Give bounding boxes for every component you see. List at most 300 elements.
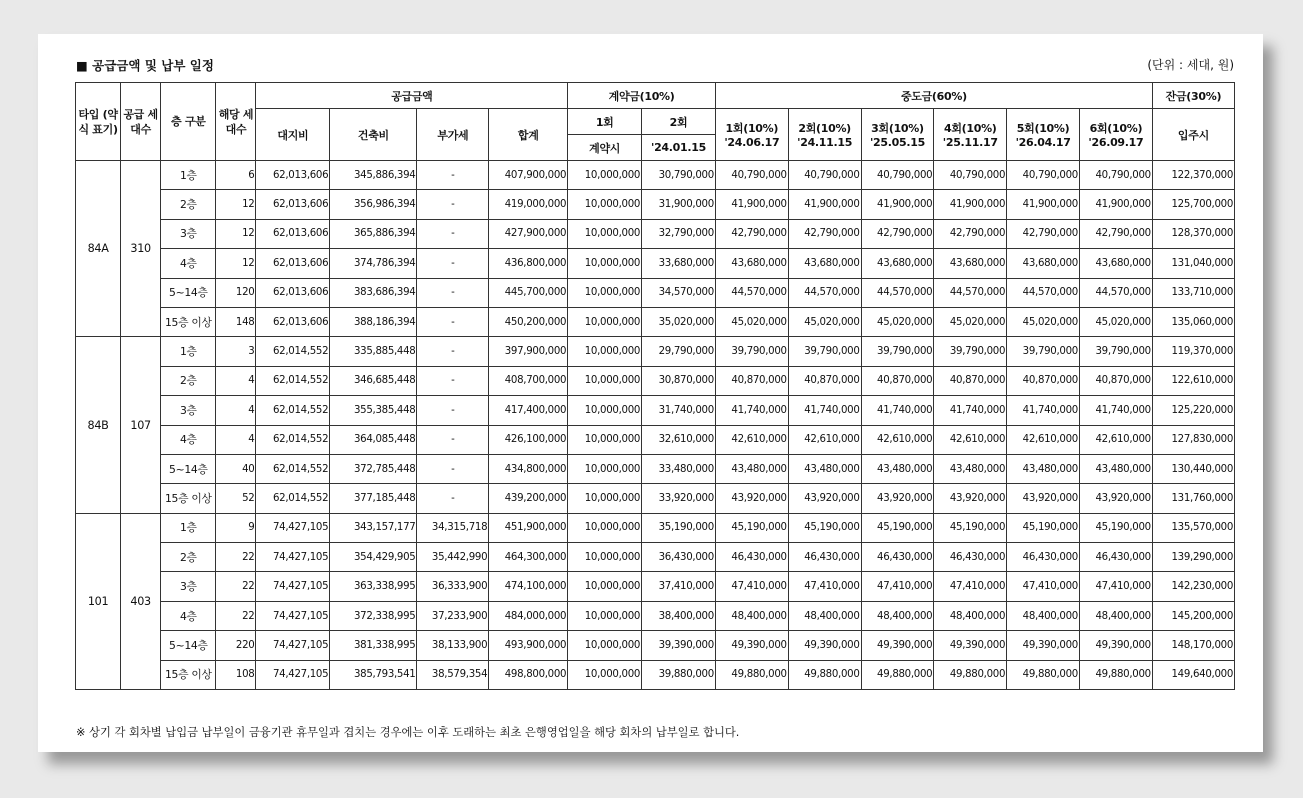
middle-3-cell: 45,190,000 (861, 513, 934, 542)
middle-2-cell: 43,480,000 (788, 454, 861, 483)
balance-cell: 131,040,000 (1152, 249, 1234, 278)
balance-cell: 135,570,000 (1152, 513, 1234, 542)
vat-cell: - (417, 425, 489, 454)
total-cell: 451,900,000 (489, 513, 568, 542)
middle-5-cell: 47,410,000 (1007, 572, 1080, 601)
table-row (76, 337, 1235, 366)
building-cell: 377,185,448 (330, 484, 417, 513)
contract-1-cell: 10,000,000 (568, 366, 642, 395)
middle-3-cell: 42,610,000 (861, 425, 934, 454)
contract-1-cell: 10,000,000 (568, 337, 642, 366)
land-cell: 74,427,105 (256, 660, 330, 689)
middle-4-cell: 45,020,000 (934, 307, 1007, 336)
header-floor: 층 구분 (161, 83, 216, 161)
middle-3-cell: 46,430,000 (861, 543, 934, 572)
middle-2-cell: 45,190,000 (788, 513, 861, 542)
supply-units-cell: 403 (121, 513, 161, 689)
units-cell: 4 (216, 396, 256, 425)
middle-5-cell: 49,880,000 (1007, 660, 1080, 689)
middle-3-cell: 45,020,000 (861, 307, 934, 336)
middle-5-date: '26.04.17 (1015, 136, 1071, 149)
units-cell: 120 (216, 278, 256, 307)
middle-1-cell: 42,610,000 (715, 425, 788, 454)
contract-1-cell: 10,000,000 (568, 190, 642, 219)
middle-4-cell: 43,920,000 (934, 484, 1007, 513)
middle-5-cell: 46,430,000 (1007, 543, 1080, 572)
middle-6-cell: 48,400,000 (1079, 601, 1152, 630)
middle-2-cell: 42,790,000 (788, 219, 861, 248)
contract-2-cell: 33,680,000 (642, 249, 716, 278)
building-cell: 372,785,448 (330, 454, 417, 483)
units-cell: 3 (216, 337, 256, 366)
middle-3-cell: 40,870,000 (861, 366, 934, 395)
vat-cell: - (417, 249, 489, 278)
units-cell: 12 (216, 190, 256, 219)
header-contract-1: 1회 (568, 109, 642, 135)
middle-4-cell: 48,400,000 (934, 601, 1007, 630)
vat-cell: - (417, 337, 489, 366)
total-cell: 397,900,000 (489, 337, 568, 366)
middle-1-cell: 45,190,000 (715, 513, 788, 542)
building-cell: 343,157,177 (330, 513, 417, 542)
contract-2-cell: 31,740,000 (642, 396, 716, 425)
table-row (76, 278, 1235, 307)
land-cell: 62,014,552 (256, 396, 330, 425)
building-cell: 363,338,995 (330, 572, 417, 601)
units-cell: 6 (216, 161, 256, 190)
floor-cell: 3층 (161, 572, 216, 601)
vat-cell: 34,315,718 (417, 513, 489, 542)
table-head (76, 83, 1235, 161)
balance-cell: 135,060,000 (1152, 307, 1234, 336)
building-cell: 345,886,394 (330, 161, 417, 190)
units-cell: 22 (216, 572, 256, 601)
header-supply-amount: 공급금액 (256, 83, 568, 109)
land-cell: 62,014,552 (256, 337, 330, 366)
vat-cell: - (417, 396, 489, 425)
middle-2-label: 2회(10%) (798, 122, 851, 135)
contract-2-cell: 33,480,000 (642, 454, 716, 483)
building-cell: 374,786,394 (330, 249, 417, 278)
floor-cell: 15층 이상 (161, 484, 216, 513)
header-contract-2-date: '24.01.15 (642, 135, 716, 161)
header-contract-2: 2회 (642, 109, 716, 135)
type-cell: 84B (76, 337, 121, 513)
balance-cell: 119,370,000 (1152, 337, 1234, 366)
middle-3-cell: 39,790,000 (861, 337, 934, 366)
middle-1-cell: 40,790,000 (715, 161, 788, 190)
land-cell: 62,013,606 (256, 249, 330, 278)
building-cell: 335,885,448 (330, 337, 417, 366)
contract-1-cell: 10,000,000 (568, 484, 642, 513)
middle-3-cell: 42,790,000 (861, 219, 934, 248)
middle-1-cell: 44,570,000 (715, 278, 788, 307)
balance-cell: 128,370,000 (1152, 219, 1234, 248)
contract-2-cell: 36,430,000 (642, 543, 716, 572)
vat-cell: - (417, 484, 489, 513)
middle-6-cell: 40,790,000 (1079, 161, 1152, 190)
document-sheet (38, 34, 1263, 752)
floor-cell: 5~14층 (161, 278, 216, 307)
middle-6-date: '26.09.17 (1088, 136, 1144, 149)
units-cell: 4 (216, 366, 256, 395)
units-cell: 108 (216, 660, 256, 689)
middle-5-cell: 43,920,000 (1007, 484, 1080, 513)
vat-cell: - (417, 161, 489, 190)
middle-5-cell: 39,790,000 (1007, 337, 1080, 366)
header-middle-5 (1007, 109, 1080, 161)
building-cell: 372,338,995 (330, 601, 417, 630)
land-cell: 62,013,606 (256, 161, 330, 190)
contract-2-cell: 32,610,000 (642, 425, 716, 454)
middle-2-cell: 43,920,000 (788, 484, 861, 513)
land-cell: 62,013,606 (256, 219, 330, 248)
middle-6-cell: 43,920,000 (1079, 484, 1152, 513)
building-cell: 385,793,541 (330, 660, 417, 689)
table-row (76, 161, 1235, 190)
middle-1-cell: 41,900,000 (715, 190, 788, 219)
contract-2-cell: 30,790,000 (642, 161, 716, 190)
balance-cell: 130,440,000 (1152, 454, 1234, 483)
middle-5-cell: 43,480,000 (1007, 454, 1080, 483)
header-middle-4 (934, 109, 1007, 161)
header-building: 건축비 (330, 109, 417, 161)
supply-price-table (75, 82, 1235, 690)
middle-2-cell: 41,740,000 (788, 396, 861, 425)
middle-3-cell: 40,790,000 (861, 161, 934, 190)
table-row (76, 219, 1235, 248)
footnote: ※ 상기 각 회차별 납입금 납부일이 금융기관 휴무일과 겹치는 경우에는 이후 도래하는 최초 은행영업일을 해당 회차의 납부일로 합니다. (76, 726, 740, 739)
supply-units-cell: 107 (121, 337, 161, 513)
contract-1-cell: 10,000,000 (568, 249, 642, 278)
middle-5-cell: 41,740,000 (1007, 396, 1080, 425)
land-cell: 62,014,552 (256, 366, 330, 395)
contract-1-cell: 10,000,000 (568, 307, 642, 336)
land-cell: 62,013,606 (256, 278, 330, 307)
contract-1-cell: 10,000,000 (568, 454, 642, 483)
middle-1-cell: 47,410,000 (715, 572, 788, 601)
total-cell: 498,800,000 (489, 660, 568, 689)
middle-4-date: '25.11.17 (942, 136, 998, 149)
middle-1-cell: 46,430,000 (715, 543, 788, 572)
middle-6-cell: 45,020,000 (1079, 307, 1152, 336)
building-cell: 383,686,394 (330, 278, 417, 307)
middle-4-cell: 43,480,000 (934, 454, 1007, 483)
balance-cell: 145,200,000 (1152, 601, 1234, 630)
floor-cell: 4층 (161, 249, 216, 278)
middle-4-cell: 43,680,000 (934, 249, 1007, 278)
middle-6-cell: 45,190,000 (1079, 513, 1152, 542)
middle-4-cell: 42,610,000 (934, 425, 1007, 454)
middle-1-cell: 45,020,000 (715, 307, 788, 336)
table-row (76, 572, 1235, 601)
building-cell: 355,385,448 (330, 396, 417, 425)
middle-6-cell: 43,680,000 (1079, 249, 1152, 278)
balance-cell: 142,230,000 (1152, 572, 1234, 601)
middle-1-cell: 40,870,000 (715, 366, 788, 395)
header-supply-units: 공급 세대수 (121, 83, 161, 161)
supply-units-cell: 310 (121, 161, 161, 337)
middle-3-cell: 49,390,000 (861, 631, 934, 660)
middle-5-cell: 40,870,000 (1007, 366, 1080, 395)
middle-5-cell: 45,020,000 (1007, 307, 1080, 336)
contract-2-cell: 39,880,000 (642, 660, 716, 689)
floor-cell: 5~14층 (161, 454, 216, 483)
middle-1-cell: 43,480,000 (715, 454, 788, 483)
header-middle-2 (788, 109, 861, 161)
table-row (76, 307, 1235, 336)
middle-3-cell: 41,900,000 (861, 190, 934, 219)
floor-cell: 3층 (161, 396, 216, 425)
balance-cell: 148,170,000 (1152, 631, 1234, 660)
balance-cell: 139,290,000 (1152, 543, 1234, 572)
middle-4-cell: 39,790,000 (934, 337, 1007, 366)
total-cell: 427,900,000 (489, 219, 568, 248)
balance-cell: 127,830,000 (1152, 425, 1234, 454)
middle-4-cell: 41,740,000 (934, 396, 1007, 425)
land-cell: 62,013,606 (256, 307, 330, 336)
total-cell: 464,300,000 (489, 543, 568, 572)
middle-2-cell: 39,790,000 (788, 337, 861, 366)
middle-3-cell: 43,680,000 (861, 249, 934, 278)
units-cell: 9 (216, 513, 256, 542)
middle-5-cell: 49,390,000 (1007, 631, 1080, 660)
middle-4-cell: 47,410,000 (934, 572, 1007, 601)
middle-3-cell: 47,410,000 (861, 572, 934, 601)
floor-cell: 2층 (161, 190, 216, 219)
building-cell: 381,338,995 (330, 631, 417, 660)
contract-1-cell: 10,000,000 (568, 396, 642, 425)
header-balance: 잔금(30%) (1152, 83, 1234, 109)
header-contract: 계약금(10%) (568, 83, 716, 109)
total-cell: 419,000,000 (489, 190, 568, 219)
middle-2-cell: 40,870,000 (788, 366, 861, 395)
middle-5-cell: 42,790,000 (1007, 219, 1080, 248)
units-cell: 22 (216, 601, 256, 630)
floor-cell: 5~14층 (161, 631, 216, 660)
total-cell: 407,900,000 (489, 161, 568, 190)
building-cell: 364,085,448 (330, 425, 417, 454)
building-cell: 388,186,394 (330, 307, 417, 336)
middle-4-cell: 41,900,000 (934, 190, 1007, 219)
middle-3-label: 3회(10%) (871, 122, 924, 135)
middle-3-cell: 49,880,000 (861, 660, 934, 689)
building-cell: 354,429,905 (330, 543, 417, 572)
middle-6-cell: 43,480,000 (1079, 454, 1152, 483)
middle-2-cell: 49,880,000 (788, 660, 861, 689)
middle-5-cell: 45,190,000 (1007, 513, 1080, 542)
table-body (76, 161, 1235, 690)
contract-2-cell: 29,790,000 (642, 337, 716, 366)
contract-2-cell: 34,570,000 (642, 278, 716, 307)
header-balance-sub: 입주시 (1152, 109, 1234, 161)
floor-cell: 4층 (161, 425, 216, 454)
middle-6-cell: 47,410,000 (1079, 572, 1152, 601)
table-row (76, 425, 1235, 454)
total-cell: 484,000,000 (489, 601, 568, 630)
middle-3-cell: 43,920,000 (861, 484, 934, 513)
units-cell: 148 (216, 307, 256, 336)
land-cell: 62,014,552 (256, 454, 330, 483)
middle-6-label: 6회(10%) (1089, 122, 1143, 135)
contract-2-cell: 35,190,000 (642, 513, 716, 542)
middle-2-cell: 48,400,000 (788, 601, 861, 630)
header-middle-6 (1079, 109, 1152, 161)
header-vat: 부가세 (417, 109, 489, 161)
units-cell: 12 (216, 219, 256, 248)
header-middle: 중도금(60%) (715, 83, 1152, 109)
balance-cell: 122,370,000 (1152, 161, 1234, 190)
contract-1-cell: 10,000,000 (568, 219, 642, 248)
table-row (76, 366, 1235, 395)
total-cell: 434,800,000 (489, 454, 568, 483)
contract-1-cell: 10,000,000 (568, 161, 642, 190)
units-cell: 22 (216, 543, 256, 572)
total-cell: 439,200,000 (489, 484, 568, 513)
middle-5-cell: 41,900,000 (1007, 190, 1080, 219)
floor-cell: 15층 이상 (161, 660, 216, 689)
total-cell: 436,800,000 (489, 249, 568, 278)
contract-2-cell: 30,870,000 (642, 366, 716, 395)
middle-4-cell: 42,790,000 (934, 219, 1007, 248)
contract-1-cell: 10,000,000 (568, 660, 642, 689)
vat-cell: 37,233,900 (417, 601, 489, 630)
middle-1-date: '24.06.17 (724, 136, 780, 149)
balance-cell: 125,220,000 (1152, 396, 1234, 425)
middle-6-cell: 41,740,000 (1079, 396, 1152, 425)
contract-1-cell: 10,000,000 (568, 631, 642, 660)
middle-5-cell: 48,400,000 (1007, 601, 1080, 630)
middle-1-cell: 48,400,000 (715, 601, 788, 630)
balance-cell: 133,710,000 (1152, 278, 1234, 307)
table-row (76, 249, 1235, 278)
land-cell: 62,013,606 (256, 190, 330, 219)
floor-cell: 2층 (161, 366, 216, 395)
floor-cell: 1층 (161, 161, 216, 190)
table-row (76, 543, 1235, 572)
vat-cell: - (417, 307, 489, 336)
middle-4-cell: 40,870,000 (934, 366, 1007, 395)
total-cell: 426,100,000 (489, 425, 568, 454)
contract-1-cell: 10,000,000 (568, 425, 642, 454)
middle-2-cell: 44,570,000 (788, 278, 861, 307)
middle-6-cell: 44,570,000 (1079, 278, 1152, 307)
middle-2-cell: 47,410,000 (788, 572, 861, 601)
middle-1-cell: 43,920,000 (715, 484, 788, 513)
vat-cell: 35,442,990 (417, 543, 489, 572)
middle-4-cell: 49,390,000 (934, 631, 1007, 660)
middle-3-cell: 44,570,000 (861, 278, 934, 307)
middle-2-cell: 43,680,000 (788, 249, 861, 278)
middle-6-cell: 39,790,000 (1079, 337, 1152, 366)
land-cell: 74,427,105 (256, 631, 330, 660)
total-cell: 417,400,000 (489, 396, 568, 425)
middle-4-label: 4회(10%) (943, 122, 997, 135)
middle-2-cell: 42,610,000 (788, 425, 861, 454)
units-cell: 52 (216, 484, 256, 513)
contract-2-cell: 38,400,000 (642, 601, 716, 630)
building-cell: 365,886,394 (330, 219, 417, 248)
table-row (76, 631, 1235, 660)
floor-cell: 3층 (161, 219, 216, 248)
header-land: 대지비 (256, 109, 330, 161)
middle-6-cell: 46,430,000 (1079, 543, 1152, 572)
vat-cell: 38,133,900 (417, 631, 489, 660)
middle-4-cell: 46,430,000 (934, 543, 1007, 572)
contract-1-cell: 10,000,000 (568, 572, 642, 601)
total-cell: 474,100,000 (489, 572, 568, 601)
contract-2-cell: 31,900,000 (642, 190, 716, 219)
vat-cell: - (417, 278, 489, 307)
middle-1-cell: 39,790,000 (715, 337, 788, 366)
building-cell: 346,685,448 (330, 366, 417, 395)
contract-2-cell: 35,020,000 (642, 307, 716, 336)
total-cell: 445,700,000 (489, 278, 568, 307)
middle-2-cell: 41,900,000 (788, 190, 861, 219)
table-row (76, 660, 1235, 689)
floor-cell: 2층 (161, 543, 216, 572)
middle-4-cell: 40,790,000 (934, 161, 1007, 190)
middle-3-cell: 48,400,000 (861, 601, 934, 630)
middle-6-cell: 40,870,000 (1079, 366, 1152, 395)
middle-1-label: 1회(10%) (725, 122, 779, 135)
middle-5-cell: 40,790,000 (1007, 161, 1080, 190)
vat-cell: - (417, 454, 489, 483)
balance-cell: 125,700,000 (1152, 190, 1234, 219)
header-units: 해당 세대수 (216, 83, 256, 161)
floor-cell: 1층 (161, 513, 216, 542)
units-cell: 220 (216, 631, 256, 660)
middle-2-date: '24.11.15 (797, 136, 853, 149)
total-cell: 493,900,000 (489, 631, 568, 660)
balance-cell: 131,760,000 (1152, 484, 1234, 513)
land-cell: 74,427,105 (256, 601, 330, 630)
middle-5-cell: 43,680,000 (1007, 249, 1080, 278)
table-row (76, 513, 1235, 542)
contract-2-cell: 39,390,000 (642, 631, 716, 660)
floor-cell: 4층 (161, 601, 216, 630)
land-cell: 74,427,105 (256, 543, 330, 572)
floor-cell: 15층 이상 (161, 307, 216, 336)
middle-4-cell: 45,190,000 (934, 513, 1007, 542)
type-cell: 101 (76, 513, 121, 689)
unit-note: (단위 : 세대, 원) (1147, 58, 1234, 72)
total-cell: 450,200,000 (489, 307, 568, 336)
contract-1-cell: 10,000,000 (568, 278, 642, 307)
vat-cell: - (417, 366, 489, 395)
middle-3-cell: 43,480,000 (861, 454, 934, 483)
middle-2-cell: 49,390,000 (788, 631, 861, 660)
middle-4-cell: 49,880,000 (934, 660, 1007, 689)
middle-2-cell: 45,020,000 (788, 307, 861, 336)
table-row (76, 484, 1235, 513)
vat-cell: - (417, 190, 489, 219)
middle-6-cell: 49,390,000 (1079, 631, 1152, 660)
header-middle-1 (715, 109, 788, 161)
contract-2-cell: 37,410,000 (642, 572, 716, 601)
middle-5-cell: 42,610,000 (1007, 425, 1080, 454)
land-cell: 74,427,105 (256, 572, 330, 601)
header-middle-3 (861, 109, 934, 161)
table-row (76, 601, 1235, 630)
table-row (76, 190, 1235, 219)
middle-1-cell: 41,740,000 (715, 396, 788, 425)
header-type: 타입 (약식 표기) (76, 83, 121, 161)
land-cell: 62,014,552 (256, 425, 330, 454)
building-cell: 356,986,394 (330, 190, 417, 219)
table-header-bar (76, 56, 1234, 74)
vat-cell: - (417, 219, 489, 248)
